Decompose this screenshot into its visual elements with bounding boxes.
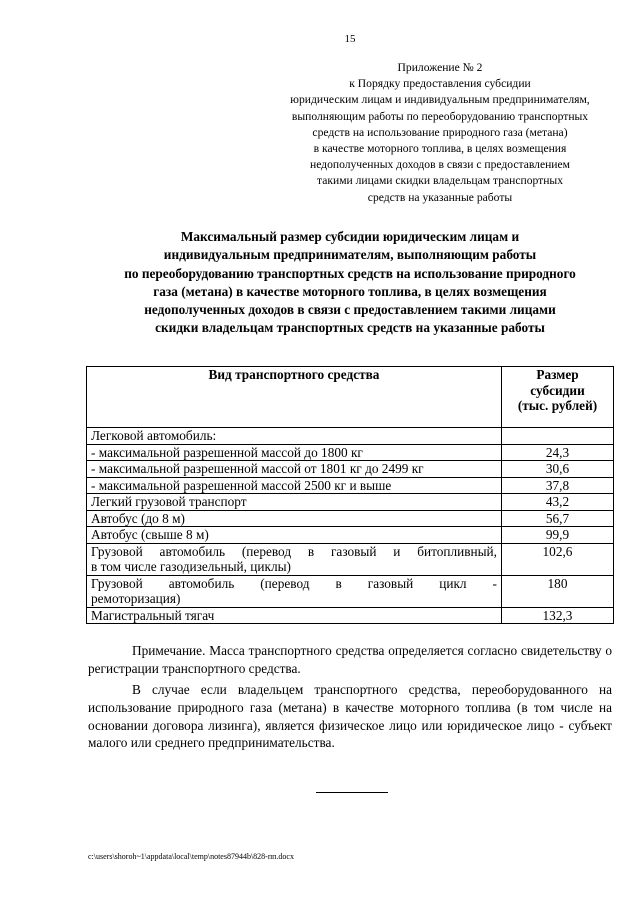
amount-cell: 56,7	[502, 510, 614, 527]
title-line: индивидуальным предпринимателям, выполняющим работы	[163, 247, 537, 263]
appendix-line: юридическим лицам и индивидуальным предпринимателям,	[290, 93, 590, 107]
separator-line	[316, 792, 388, 793]
amount-cell: 43,2	[502, 494, 614, 511]
appendix-line: средств на указанные работы	[367, 190, 513, 204]
title-line: Максимальный размер субсидии юридическим лицам и	[180, 229, 520, 244]
vehicle-type-line: ремоторизация)	[91, 591, 181, 606]
header-vehicle-type: Вид транспортного средства	[87, 367, 502, 428]
subsidy-table	[86, 366, 614, 624]
header-amount-line: Размер	[536, 367, 579, 382]
document-title	[70, 228, 630, 338]
note-text: Примечание. Масса транспортного средства определяется согласно свидетельству о регистрации транспортного средства.	[88, 643, 612, 676]
vehicle-type-cell	[87, 543, 502, 575]
title-line: недополученных доходов в связи с предоставлением такими лицами	[144, 302, 556, 318]
table-row	[87, 510, 614, 527]
vehicle-type-line: Грузовой автомобиль (перевод в газовый и битопливный,	[91, 543, 497, 559]
table-row	[87, 428, 614, 445]
title-line: газа (метана) в качестве моторного топлива, в целях возмещения	[153, 283, 547, 299]
vehicle-type-cell: - максимальной разрешенной массой 2500 кг и выше	[87, 477, 502, 494]
vehicle-type-cell: - максимальной разрешенной массой до 1800 кг	[87, 444, 502, 461]
amount-cell: 102,6	[502, 543, 614, 575]
title-line: по переоборудованию транспортных средств на использование природного	[124, 265, 576, 281]
amount-cell: 24,3	[502, 444, 614, 461]
table-row	[87, 527, 614, 544]
amount-cell: 37,8	[502, 477, 614, 494]
page-number: 15	[344, 33, 356, 45]
vehicle-type-line: Грузовой автомобиль (перевод в газовый цикл -	[91, 575, 497, 591]
header-amount-line: (тыс. рублей)	[517, 398, 598, 413]
note-paragraph	[88, 681, 612, 752]
vehicle-type-cell	[87, 575, 502, 607]
amount-cell	[502, 428, 614, 445]
appendix-line: такими лицами скидки владельцам транспортных	[317, 174, 563, 188]
appendix-line: к Порядку предоставления субсидии	[349, 77, 531, 91]
appendix-line: в качестве моторного топлива, в целях возмещения	[313, 142, 567, 156]
table-row	[87, 575, 614, 607]
vehicle-type-cell: Магистральный тягач	[87, 607, 502, 624]
table-row	[87, 607, 614, 624]
table-row	[87, 477, 614, 494]
vehicle-type-line: в том числе газодизельный, циклы)	[91, 559, 291, 574]
header-amount-line: субсидии	[530, 382, 585, 398]
appendix-line: выполняющим работы по переоборудованию транспортных	[291, 109, 589, 123]
note-paragraph	[88, 642, 612, 678]
amount-cell: 99,9	[502, 527, 614, 544]
vehicle-type-cell: Автобус (свыше 8 м)	[87, 527, 502, 544]
appendix-header	[262, 60, 618, 206]
vehicle-type-cell: Автобус (до 8 м)	[87, 510, 502, 527]
table-row	[87, 543, 614, 575]
appendix-line: средств на использование природного газа (метана)	[312, 125, 568, 139]
note-text: В случае если владельцем транспортного средства, переоборудованного на использование природного газа (метана) в качестве моторного топлива (в том числе на основании договора лизинга), является физическое лицо или юридическое лицо - субъект малого или среднего предпринимательства.	[88, 682, 612, 751]
vehicle-type-cell: Легкий грузовой транспорт	[87, 494, 502, 511]
amount-cell: 30,6	[502, 461, 614, 478]
title-line: скидки владельцам транспортных средств на указанные работы	[155, 320, 545, 336]
vehicle-type-cell: Легковой автомобиль:	[87, 428, 502, 445]
vehicle-type-cell: - максимальной разрешенной массой от 1801 кг до 2499 кг	[87, 461, 502, 478]
appendix-line: Приложение № 2	[397, 61, 483, 74]
table-row	[87, 494, 614, 511]
table-header-row	[87, 367, 614, 428]
table-row	[87, 444, 614, 461]
amount-cell: 132,3	[502, 607, 614, 624]
footer-file-path: c:\users\shoroh~1\appdata\local\temp\notes87944b\828-пп.docx	[88, 852, 294, 861]
amount-cell: 180	[502, 575, 614, 607]
header-amount	[502, 367, 614, 428]
table-row	[87, 461, 614, 478]
appendix-line: недополученных доходов в связи с предоставлением	[309, 158, 570, 172]
